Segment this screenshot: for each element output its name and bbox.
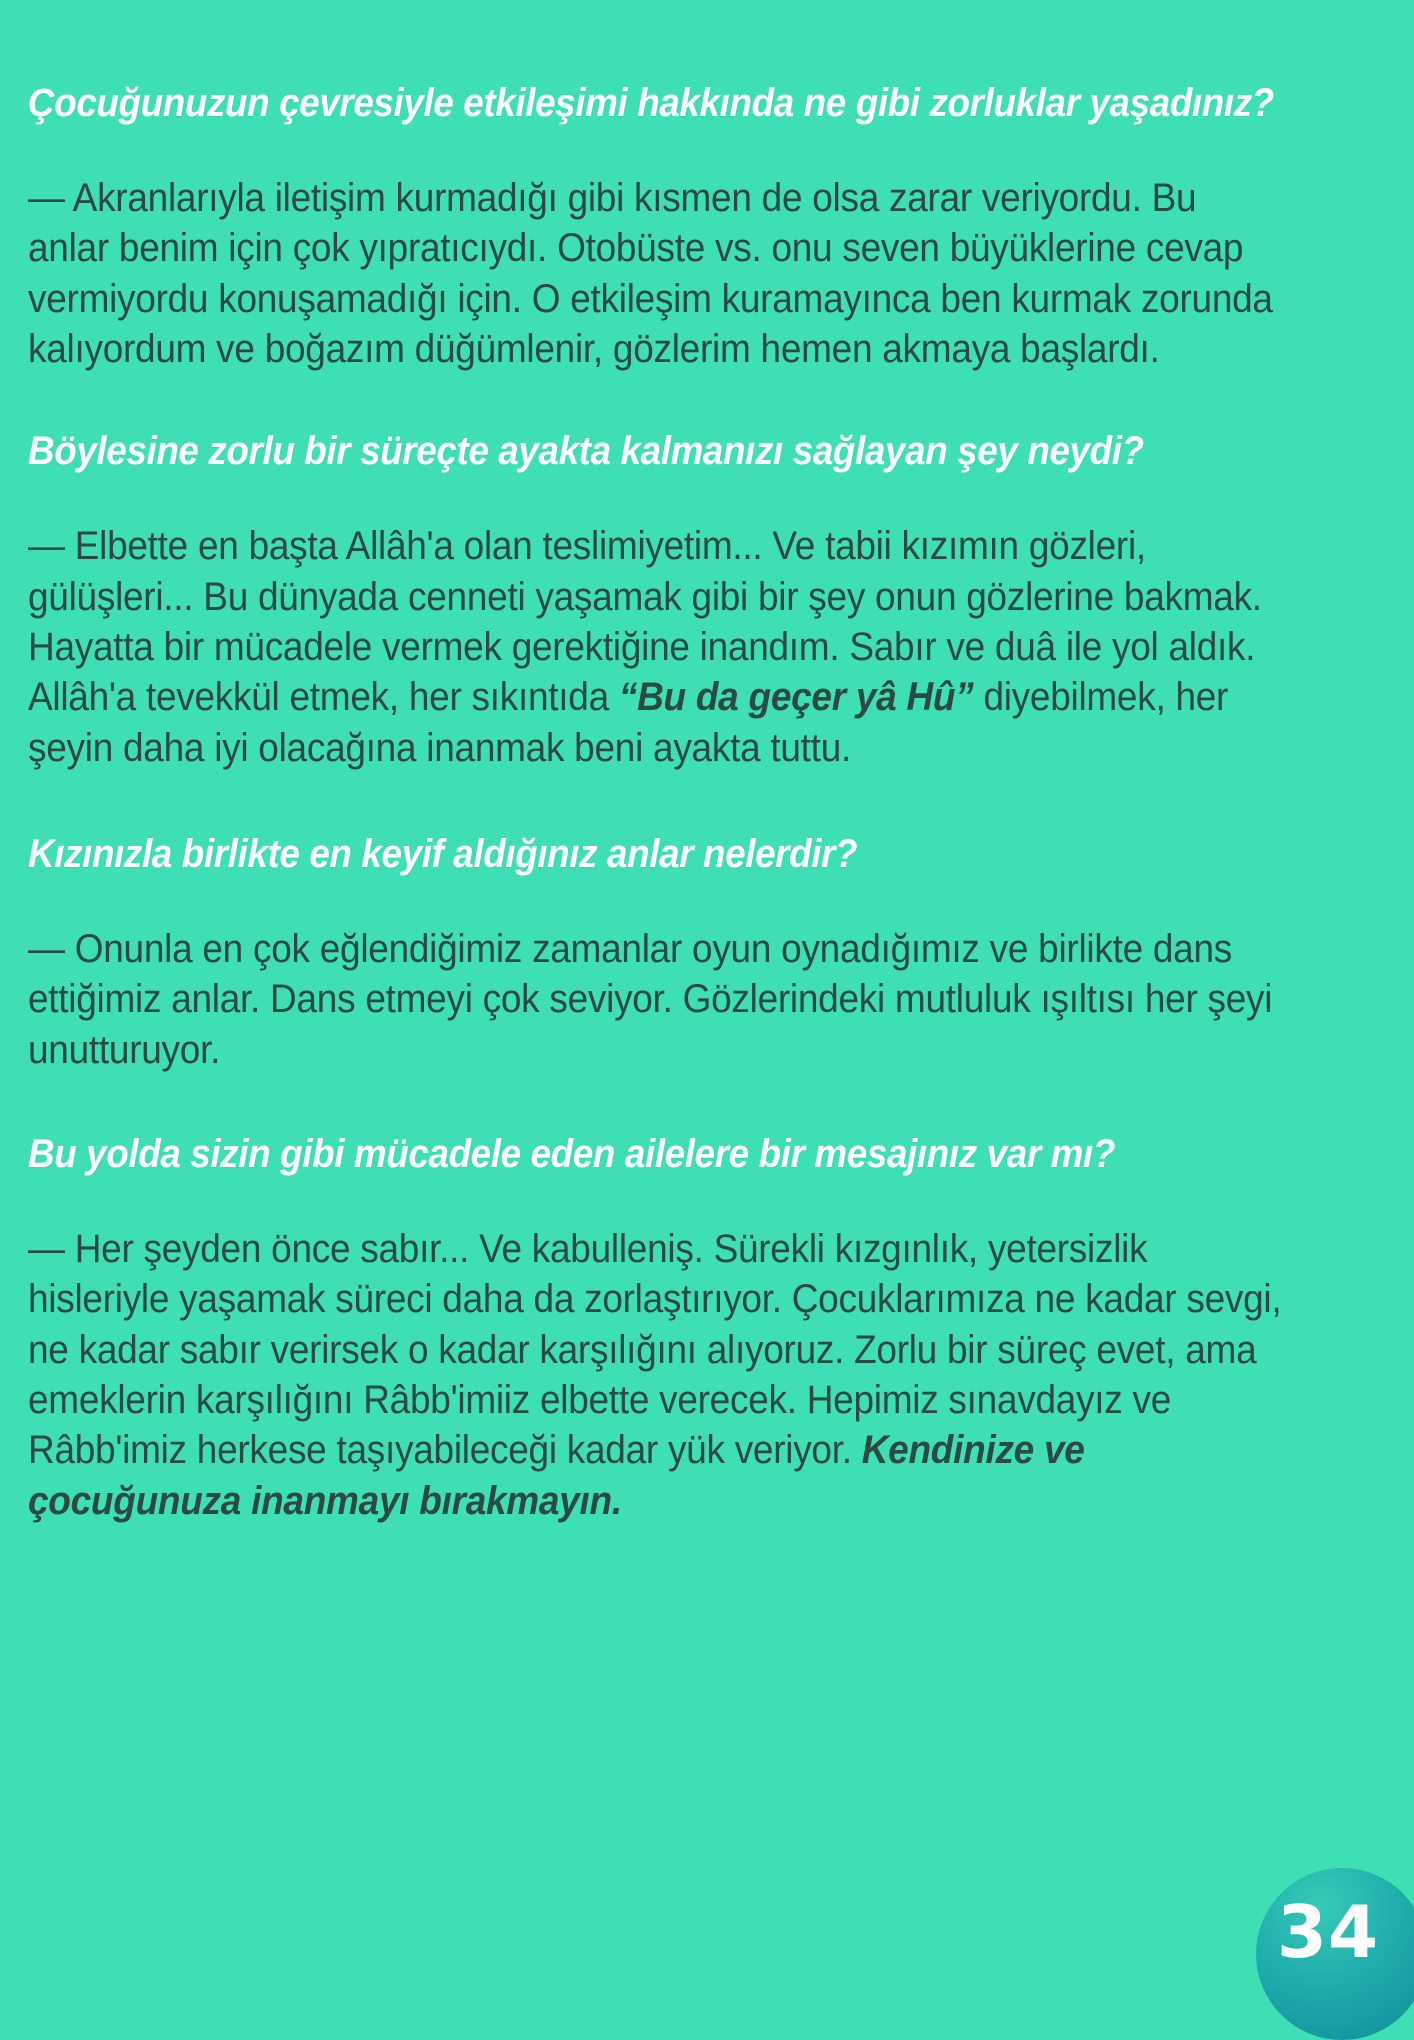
- page-number-badge: [1256, 1868, 1414, 2040]
- answer-text-1: — Akranlarıyla iletişim kurmadığı gibi kısmen de olsa zarar veriyordu. Bu anlar benim için çok yıpratıcıydı. Otobüste vs. onu seven büyüklerine cevap vermiyordu konuşamadığı için. O etkileşim kuramayınca ben kurmak zorunda kalıyordum ve boğazım düğümlenir, gözlerim hemen akmaya başlardı.: [28, 175, 1273, 371]
- interview-answer-3: [28, 924, 1282, 1075]
- answer-text-2-before: — Elbette en başta Allâh'a olan teslimiyetim... Ve tabii kızımın gözleri, gülüşleri... Bu dünyada cenneti yaşamak gibi bir şey onun gözlerine bakmak. Hayatta bir mücadele vermek gerektiğine inandım. Sabır ve duâ ile yol aldık. Allâh'a tevekkül etmek, her sıkıntıda: [28, 524, 1262, 720]
- interview-answer-1: [28, 173, 1282, 375]
- interview-question-1: Çocuğunuzun çevresiyle etkileşimi hakkında ne gibi zorluklar yaşadınız?: [28, 81, 1274, 125]
- answer-emphasis-4: Kendinize ve çocuğunuza inanmayı bırakmayın.: [28, 1428, 1085, 1523]
- interview-answer-4: [28, 1224, 1282, 1526]
- interview-question-4: Bu yolda sizin gibi mücadele eden ailelere bir mesajınız var mı?: [28, 1132, 1115, 1177]
- interview-answer-2: [28, 521, 1282, 773]
- answer-text-2-after: diyebilmek, her şeyin daha iyi olacağına inanmak beni ayakta tuttu.: [28, 675, 1229, 770]
- answer-text-4-before: — Her şeyden önce sabır... Ve kabulleniş. Sürekli kızgınlık, yetersizlik hisleriyle yaşamak süreci daha da zorlaştırıyor. Çocuklarımıza ne kadar sevgi, ne kadar sabır verirsek o kadar karşılığını alıyoruz. Zorlu bir süreç evet, ama emeklerin karşılığını Râbb'imiiz elbette verecek. Hepimiz sınavdayız ve Râbb'imiz herkese taşıyabileceği kadar yük veriyor.: [28, 1226, 1282, 1473]
- interview-question-2: Böylesine zorlu bir süreçte ayakta kalmanızı sağlayan şey neydi?: [28, 429, 1144, 474]
- page-number-label: 34: [1276, 1890, 1380, 1974]
- answer-emphasis-2: “Bu da geçer yâ Hû”: [618, 675, 974, 720]
- interview-question-3: Kızınızla birlikte en keyif aldığınız anlar nelerdir?: [28, 832, 858, 877]
- answer-text-3: — Onunla en çok eğlendiğimiz zamanlar oyun oynadığımız ve birlikte dans ettiğimiz anlar. Dans etmeyi çok seviyor. Gözlerindeki mutluluk ışıltısı her şeyi unutturuyor.: [28, 926, 1273, 1072]
